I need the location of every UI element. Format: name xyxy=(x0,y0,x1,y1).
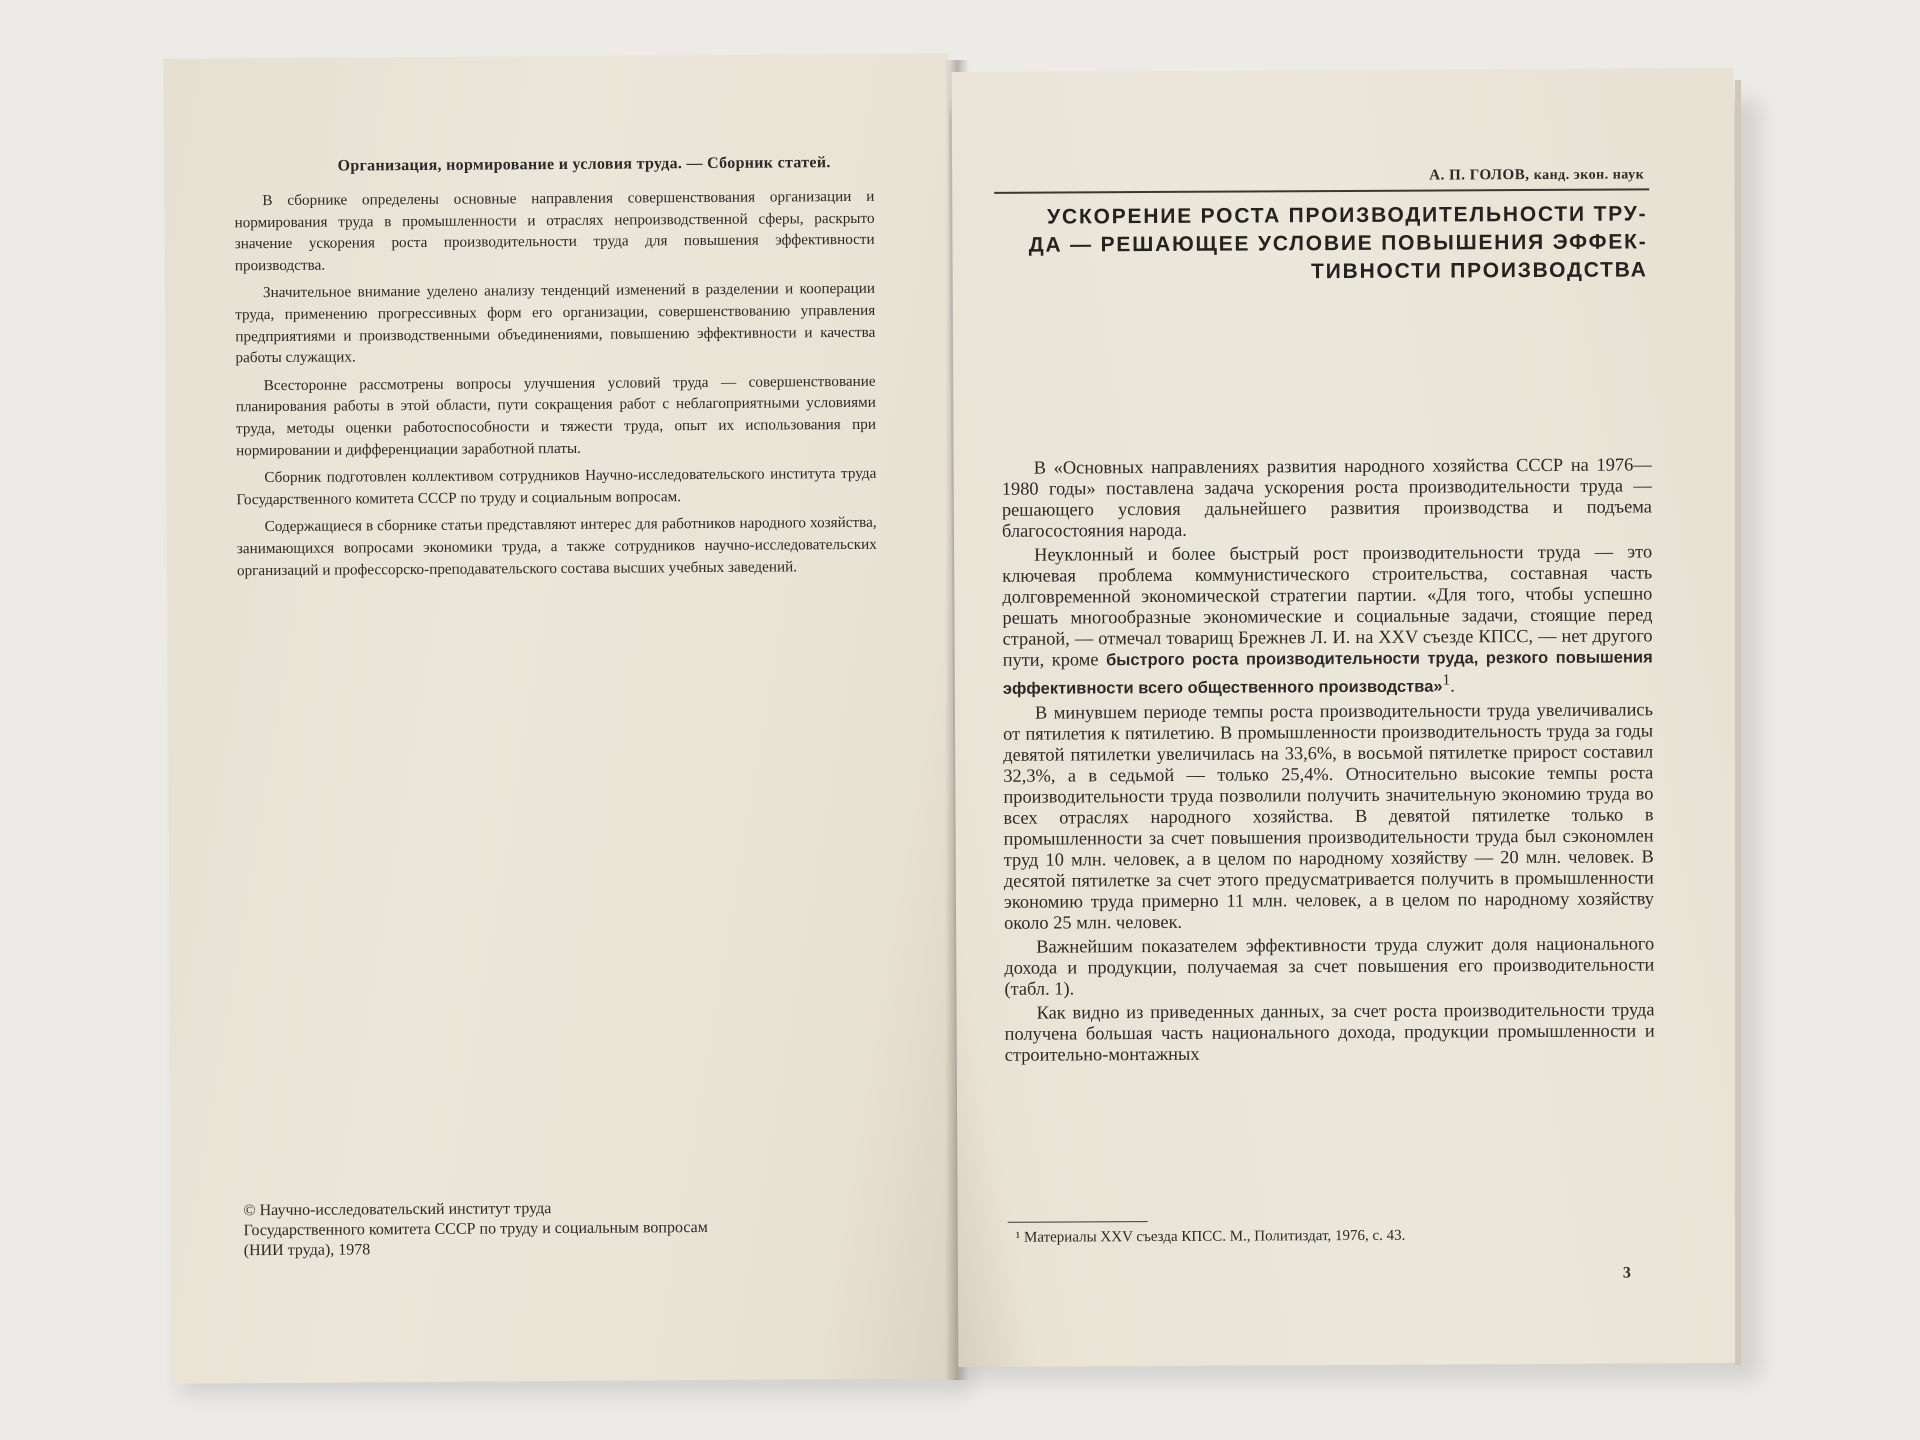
copyright-line: Государственного комитета СССР по труду и социальным вопросам xyxy=(243,1218,708,1240)
quote-end: . xyxy=(1450,675,1455,696)
article-title-line: ТИВНОСТИ ПРОИЗВОДСТВА xyxy=(1310,258,1648,284)
body-paragraph: В «Основных направлениях развития народного хозяйства СССР на 1976—1980 годы» поставлена задача ускорения роста производительности труда — решающего условия дальнейшего развития производства и подъема благосостояния народа. xyxy=(1001,454,1652,541)
body-paragraph-quote xyxy=(1002,541,1653,700)
author-line xyxy=(1429,166,1644,184)
body-paragraph: В минувшем периоде темпы роста производительности труда увеличивались от пятилетия к пятилетию. В промышленности производительность труда за годы девятой пятилетки увеличилась на 33,6%, в восьмой пятилетке прирост составил 32,3%, а в седьмой — только 25,4%. Относительно высокие темпы роста производительности труда позволили получить значительную экономию труда во всех отраслях народного хозяйства. В девятой пятилетке только в промышленности за счет повышения производительности труда был сэкономлен труд 10 млн. человек, а в целом по народному хозяйству — 20 млн. человек. В десятой пятилетке за счет этого предусматривается получить в промышленности экономию труда примерно 11 млн. человек, а в целом по народному хозяйству около 25 млн. человек. xyxy=(1003,699,1655,933)
annotation-paragraph: Сборник подготовлен коллективом сотрудников Научно-исследовательского института труда Государственного комитета СССР по труду и социальным вопросам. xyxy=(236,464,877,508)
article-title xyxy=(997,200,1647,287)
annotation-paragraph: В сборнике определены основные направления совершенствования организации и нормирования труда в промышленности и отраслях непроизводственной сферы, раскрыто значение ускорения роста производительности труда для повышения эффективности производства. xyxy=(234,187,875,275)
author-degree: канд. экон. наук xyxy=(1533,167,1645,184)
quote-bold-text: быстрого роста производительности труда, резкого повышения эффективности всего общественного производства» xyxy=(1002,648,1653,698)
copyright-line: © Научно-исследовательский институт труда xyxy=(243,1200,552,1220)
body-paragraph: Важнейшим показателем эффективности труда служит доля национального дохода и продукции, получаемая за счет повышения его производительности (табл. 1). xyxy=(1004,933,1655,999)
annotation-paragraph: Всесторонне рассмотрены вопросы улучшения условий труда — совершенствование планирования работы в этой области, пути сокращения работ с неблагоприятными условиями труда, методы оценки работоспособности и тяжести труда, опыт их использования при нормировании и дифференциации заработной платы. xyxy=(235,372,877,459)
annotation-paragraph: Содержащиеся в сборнике статьи представляют интерес для работников народного хозяйства, занимающихся вопросами экономики труда, а также сотрудников научно-исследовательских организаций и профессорско-преподавательского состава высших учебных заведений. xyxy=(236,514,877,579)
body-paragraph: Как видно из приведенных данных, за счет роста производительности труда получена большая часть национального дохода, продукции промышленности и строительно-монтажных xyxy=(1004,999,1655,1065)
page-stack-edge xyxy=(1735,80,1741,1365)
annotation-paragraph: Значительное внимание уделено анализу тенденций изменений в разделении и кооперации труда, применению прогрессивных форм его организации, совершенствованию управления предприятиями и производственными объединениями, повышению эффективности и качества работы служащих. xyxy=(235,280,876,367)
footnote-marker: 1 xyxy=(1442,671,1451,689)
article-body xyxy=(1002,454,1655,1066)
copyright-notice xyxy=(243,1197,883,1261)
left-page xyxy=(163,53,957,1383)
page-number: 3 xyxy=(1622,1264,1631,1282)
annotation-block xyxy=(234,154,877,582)
article-title-line: ДА — РЕШАЮЩЕЕ УСЛОВИЕ ПОВЫШЕНИЯ ЭФФЕК- xyxy=(1028,230,1648,257)
right-page xyxy=(952,68,1741,1367)
footnote-rule xyxy=(1008,1221,1148,1223)
quote-text: Неуклонный и более быстрый рост производительности труда — это ключевая проблема коммунистического строительства, составная часть долговременной экономической стратегии партии. «Для того, чтобы успешно решать многообразные экономические и социальные задачи, стоящие перед страной, — отмечал товарищ Брежнев Л. И. на XXV съезде КПСС, — нет другого пути, кроме xyxy=(1002,541,1653,670)
annotation-title: Организация, нормирование и условия труда. — Сборник статей. xyxy=(337,154,831,175)
footnote: ¹ Материалы XXV съезда КПСС. М., Политиздат, 1976, с. 43. xyxy=(1015,1227,1406,1246)
author-name: А. П. ГОЛОВ, xyxy=(1429,167,1530,184)
header-rule xyxy=(994,188,1649,193)
copyright-line: (НИИ труда), 1978 xyxy=(243,1241,371,1260)
article-title-line: УСКОРЕНИЕ РОСТА ПРОИЗВОДИТЕЛЬНОСТИ ТРУ- xyxy=(1047,202,1648,229)
